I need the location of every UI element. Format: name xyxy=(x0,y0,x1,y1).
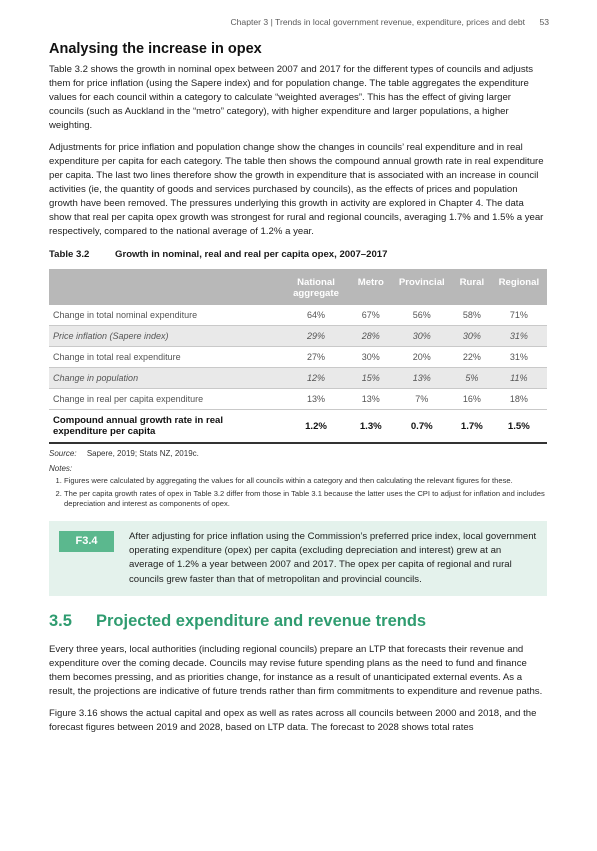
table-cell: 27% xyxy=(281,347,351,368)
table-cell: 58% xyxy=(453,305,491,326)
page-number: 53 xyxy=(539,17,549,27)
table-cell: 1.3% xyxy=(351,410,391,444)
table-cell: 28% xyxy=(351,326,391,347)
table-cell: 16% xyxy=(453,389,491,410)
table-cell: 30% xyxy=(351,347,391,368)
table-number: Table 3.2 xyxy=(49,249,90,260)
table-cell: 71% xyxy=(491,305,547,326)
table-row xyxy=(49,305,547,326)
row-label: Compound annual growth rate in real expenditure per capita xyxy=(49,410,281,444)
table-source xyxy=(49,449,547,458)
running-head-title: Chapter 3 | Trends in local government revenue, expenditure, prices and debt xyxy=(230,17,526,27)
running-head xyxy=(230,17,549,27)
table-cell: 12% xyxy=(281,368,351,389)
table-cell: 13% xyxy=(351,389,391,410)
table-row xyxy=(49,326,547,347)
finding-text: After adjusting for price inflation using the Commission’s preferred price index, local government operating expenditure (opex) per capita (excluding depreciation and interest) grew at an average of 1.2% a year between 2007 and 2017. The opex per capita of regional and rural councils grew faster than that of metropolitan and provincial councils. xyxy=(129,531,537,585)
table-cell: 64% xyxy=(281,305,351,326)
table-cell: 18% xyxy=(491,389,547,410)
finding-box xyxy=(49,521,547,596)
note-item: 2. The per capita growth rates of opex in Table 3.2 differ from those in Table 3.1 because the latter uses the CPI to adjust for inflation and includes depreciation and interest as components of opex. xyxy=(64,489,547,509)
table-cell: 30% xyxy=(453,326,491,347)
row-label: Change in total real expenditure xyxy=(49,347,281,368)
growth-table xyxy=(49,269,547,444)
table-cell: 30% xyxy=(391,326,453,347)
page-content xyxy=(49,41,547,743)
row-label: Change in total nominal expenditure xyxy=(49,305,281,326)
table-notes xyxy=(49,476,547,509)
header-cell: Rural xyxy=(453,269,491,305)
section-title: Projected expenditure and revenue trends xyxy=(96,611,427,630)
table-cell: 31% xyxy=(491,347,547,368)
paragraph-1: Table 3.2 shows the growth in nominal opex between 2007 and 2017 for the different types of councils and adjusts them for price inflation (using the Sapere index) and for population change. The table aggregates the expenditure values for each council within a category to calculate “weighted averages”. This has the effect of giving larger councils (such as Auckland in the “metro” category), with higher expenditure and larger populations, a higher weighting. xyxy=(49,64,534,131)
table-row xyxy=(49,347,547,368)
note-item: 1. Figures were calculated by aggregating the values for all councils within a category and then calculating the relevant figures for these. xyxy=(64,476,547,486)
table-row xyxy=(49,389,547,410)
table-cell: 1.5% xyxy=(491,410,547,444)
table-cell: 29% xyxy=(281,326,351,347)
table-cell: 1.7% xyxy=(453,410,491,444)
notes-label: Notes: xyxy=(49,464,73,473)
paragraph-4: Figure 3.16 shows the actual capital and opex as well as rates across all councils between 2000 and 2018, and the forecast figures between 2019 and 2028, based on LTP data. The forecast to 2028 shows total rates xyxy=(49,707,537,733)
table-cell: 7% xyxy=(391,389,453,410)
table-cell: 67% xyxy=(351,305,391,326)
header-cell: Metro xyxy=(351,269,391,305)
row-label: Change in population xyxy=(49,368,281,389)
table-row xyxy=(49,368,547,389)
section-number: 3.5 xyxy=(49,611,72,630)
finding-badge: F3.4 xyxy=(59,531,114,552)
section-heading xyxy=(49,612,547,631)
table-cell: 0.7% xyxy=(391,410,453,444)
table-cell: 20% xyxy=(391,347,453,368)
table-cell: 13% xyxy=(281,389,351,410)
row-label: Change in real per capita expenditure xyxy=(49,389,281,410)
table-header-row xyxy=(49,269,547,305)
header-cell: Regional xyxy=(491,269,547,305)
paragraph-2: Adjustments for price inflation and population change show the changes in councils’ real expenditure and in real expenditure per capita for each category. The table then shows the compound annual growth rate in real expenditure per capita. The last two lines therefore show the growth in expenditure that is associated with an increase in council activities (ie, the quantity of goods and services purchased by councils), as the effects of prices and population growth have been removed. The pressures underlying this growth in activity are explored in Chapter 4. The data show that real per capita opex growth was strongest for rural and regional councils, averaging 1.7% and 1.5% a year respectively, compared to the national average of 1.2% a year. xyxy=(49,142,544,237)
table-row xyxy=(49,410,547,444)
subheading: Analysing the increase in opex xyxy=(49,41,262,57)
table-cell: 56% xyxy=(391,305,453,326)
row-label: Price inflation (Sapere index) xyxy=(49,326,281,347)
source-text: Sapere, 2019; Stats NZ, 2019c. xyxy=(86,449,199,458)
table-cell: 11% xyxy=(491,368,547,389)
table-cell: 13% xyxy=(391,368,453,389)
table-cell: 15% xyxy=(351,368,391,389)
table-cell: 1.2% xyxy=(281,410,351,444)
table-cell: 22% xyxy=(453,347,491,368)
table-cell: 31% xyxy=(491,326,547,347)
header-cell xyxy=(49,269,281,305)
table-caption xyxy=(49,249,547,260)
table-title: Growth in nominal, real and real per capita opex, 2007–2017 xyxy=(115,249,388,260)
table-cell: 5% xyxy=(453,368,491,389)
source-label: Source: xyxy=(49,449,77,458)
header-cell: Provincial xyxy=(391,269,453,305)
header-cell: National aggregate xyxy=(281,269,351,305)
paragraph-3: Every three years, local authorities (including regional councils) prepare an LTP that forecasts their revenue and expenditure over the coming decade. Councils may revise future spending plans as the need to fund and finance them becomes pressing, and as priorities change, for instance as a result of unanticipated external events. As a result, the projections are indicative of future trends rather than firm commitments to expenditure and revenue paths. xyxy=(49,643,543,697)
